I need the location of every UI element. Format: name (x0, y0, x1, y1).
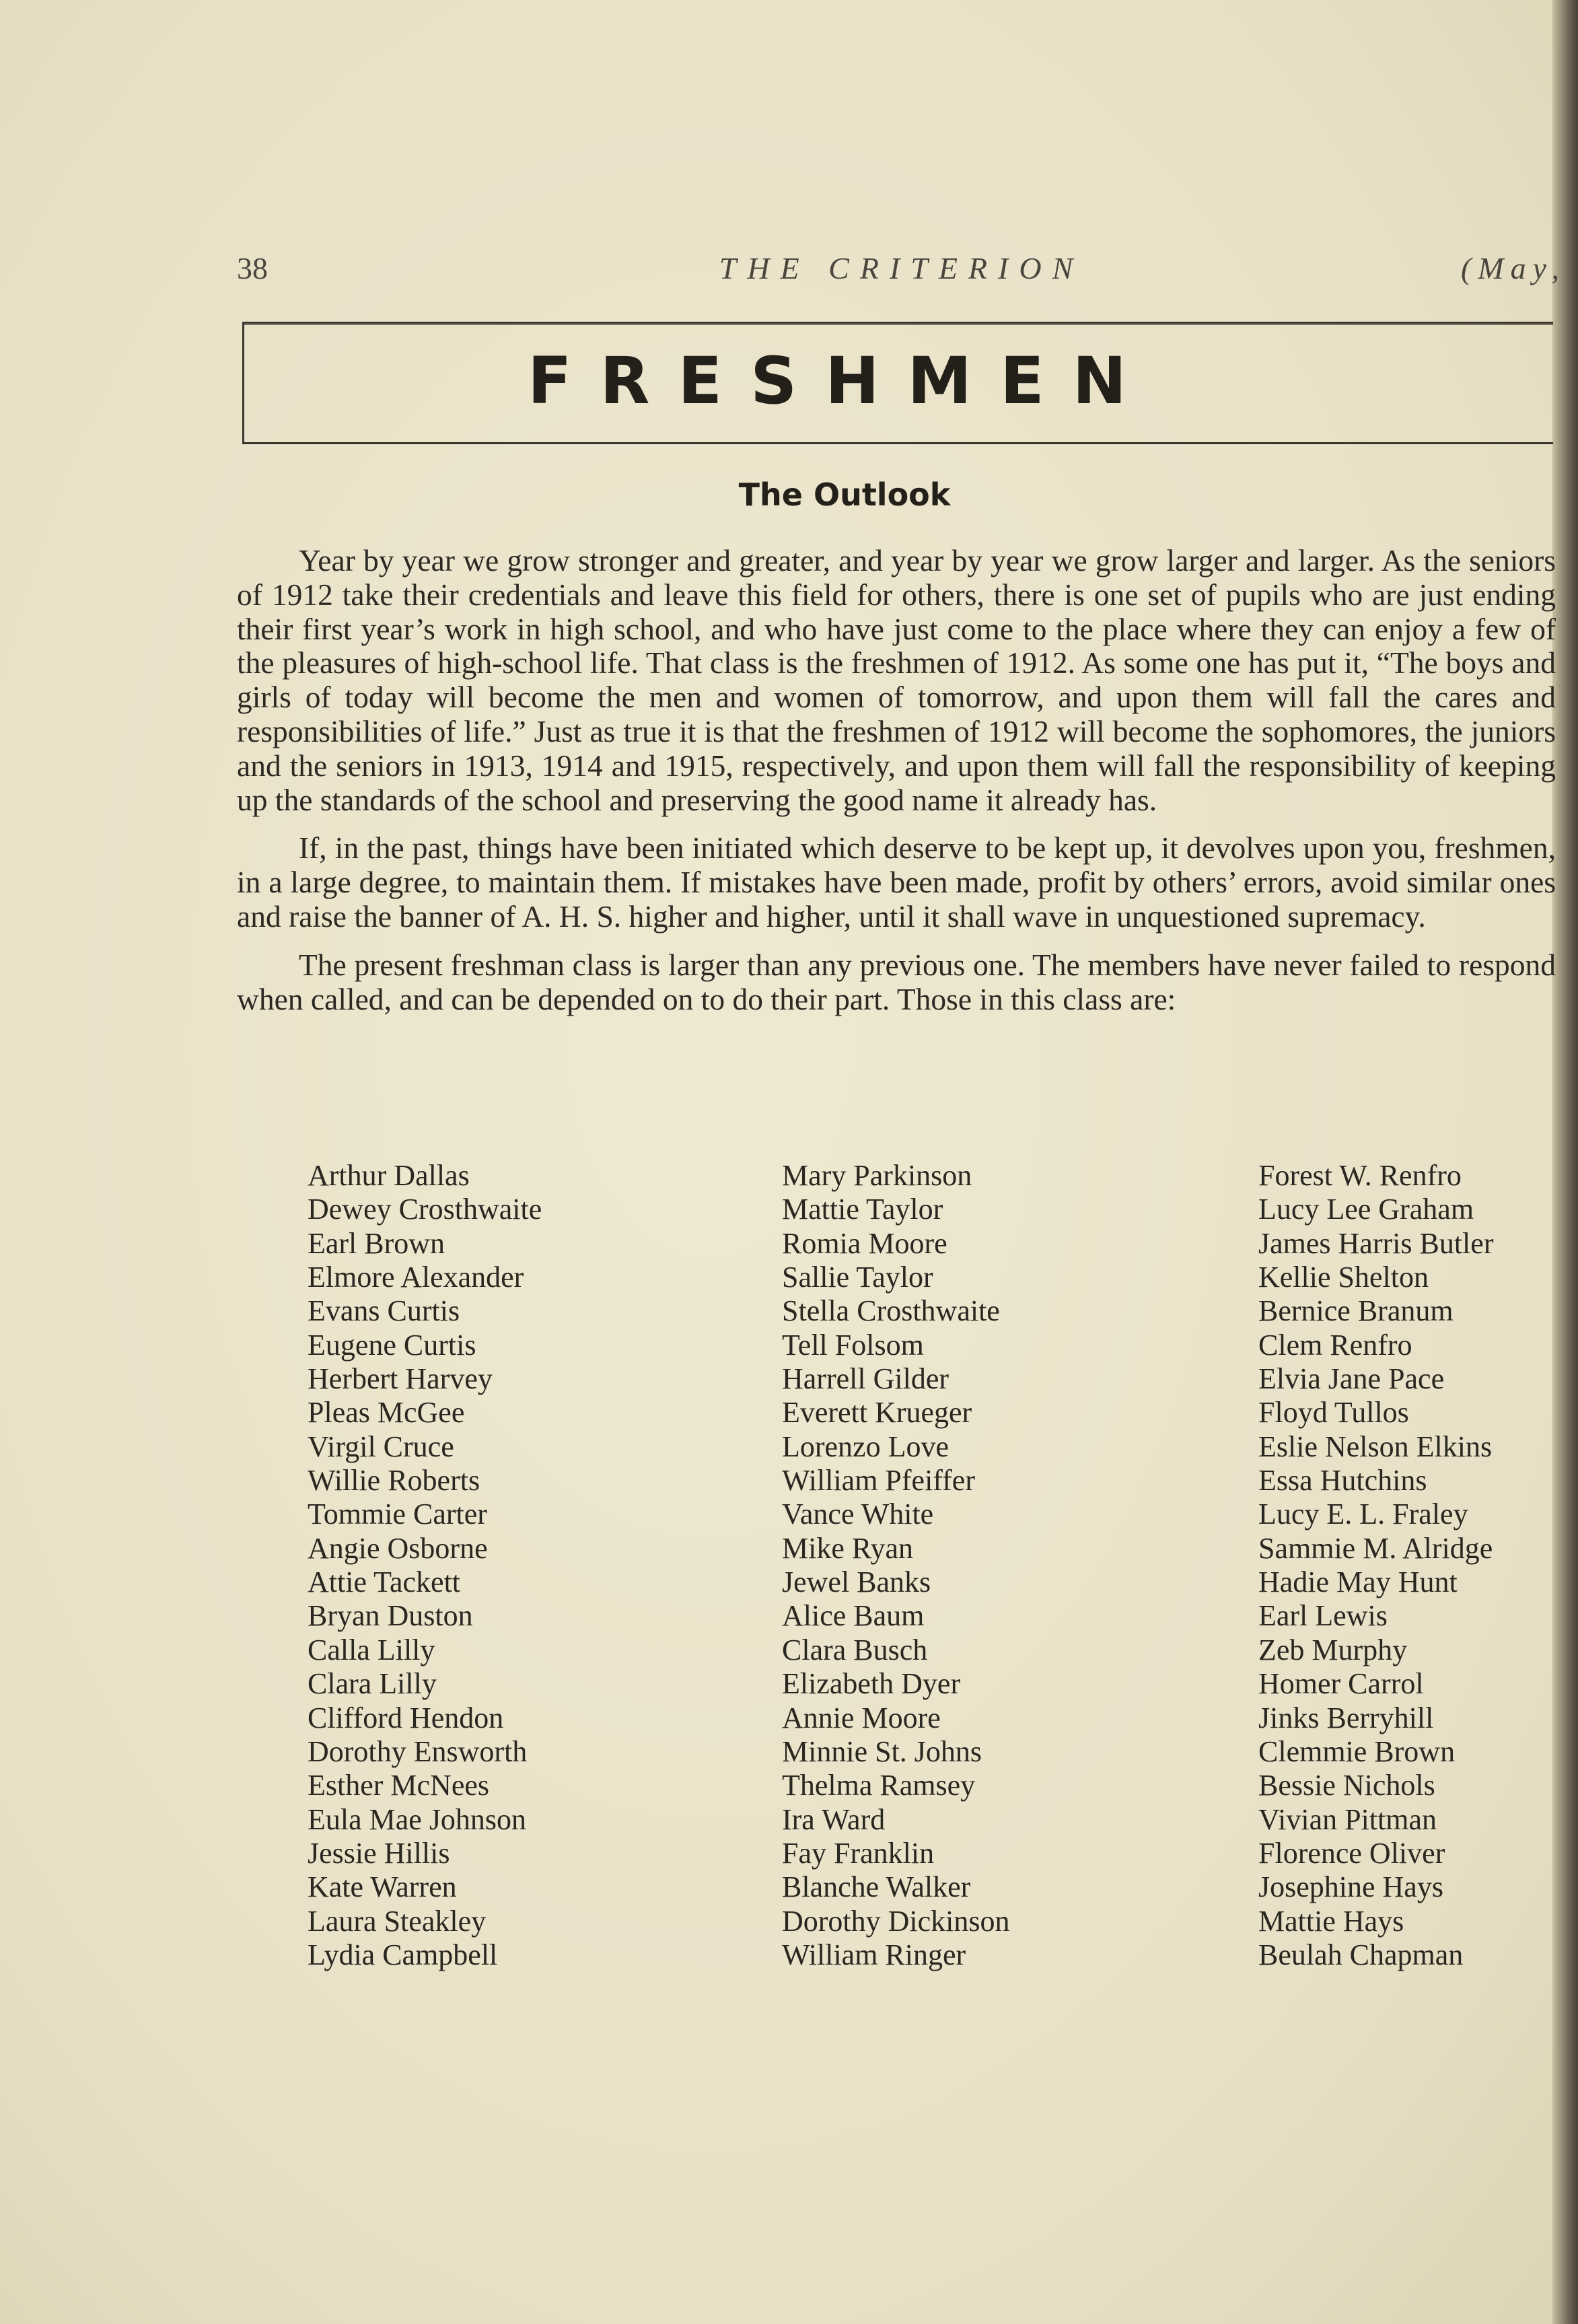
roster-name: Dorothy Dickinson (782, 1904, 1010, 1938)
roster-name: Tommie Carter (308, 1498, 487, 1531)
running-head (237, 250, 1566, 291)
roster-name: Sallie Taylor (782, 1261, 933, 1294)
roster-name: Kellie Shelton (1258, 1261, 1429, 1294)
roster-column-1 (308, 1159, 542, 1972)
article-body (237, 544, 1556, 1030)
roster-name: Sammie M. Alridge (1258, 1531, 1493, 1565)
article-title: The Outlook (738, 477, 951, 513)
roster-name: William Pfeiffer (782, 1464, 975, 1498)
roster-name: Annie Moore (782, 1701, 941, 1734)
roster-name: Arthur Dallas (308, 1159, 470, 1192)
page-number: 38 (237, 251, 268, 285)
roster-name: Beulah Chapman (1258, 1938, 1464, 1971)
roster-name: Thelma Ramsey (782, 1769, 976, 1802)
issue-date: (May, (1460, 251, 1566, 285)
roster-name: Elmore Alexander (308, 1261, 524, 1294)
roster-name: Laura Steakley (308, 1904, 487, 1938)
roster-name: Jewel Banks (782, 1565, 931, 1599)
banner-top-rule (242, 324, 1553, 325)
roster-name: Homer Carrol (1258, 1667, 1424, 1701)
roster-name: Blanche Walker (782, 1870, 971, 1904)
roster-name: Elizabeth Dyer (782, 1667, 961, 1701)
roster-name: Zeb Murphy (1258, 1633, 1408, 1666)
roster-name: Harrell Gilder (782, 1362, 949, 1396)
roster-name: Pleas McGee (308, 1396, 465, 1430)
roster-name: Earl Lewis (1258, 1599, 1388, 1633)
roster-name: Earl Brown (308, 1226, 445, 1260)
roster-name: Virgil Cruce (308, 1430, 454, 1463)
roster-name: Fay Franklin (782, 1836, 935, 1870)
paragraph-1: Year by year we grow stronger and greater, and year by year we grow larger and larger. As the seniors of 1912 take their credentials and leave this field for others, there is one set of pupils who are just ending their first year’s work in high school, and who have just come to the place where they can enjoy a few of the pleasures of high-school life. That class is the freshmen of 1912. As some one has put it, “The boys and girls of today will become the men and women of tomorrow, and upon them will fall the cares and responsibilities of life.” Just as true it is that the freshmen of 1912 will become the sophomores, the juniors and the seniors in 1913, 1914 and 1915, respectively, and upon them will fall the responsibility of keeping up the standards of the school and preserving the good name it already has. (237, 543, 1556, 817)
roster-name: Romia Moore (782, 1226, 947, 1260)
roster-name: Ira Ward (782, 1802, 886, 1836)
roster-name: Vance White (782, 1498, 934, 1531)
roster-name: Kate Warren (308, 1870, 457, 1904)
roster-name: Attie Tackett (308, 1565, 461, 1599)
page-binding-edge (1552, 0, 1578, 2324)
roster-name: William Ringer (782, 1938, 966, 1971)
roster-name: Clifford Hendon (308, 1701, 504, 1734)
roster-name: Esther McNees (308, 1769, 490, 1802)
roster-name: Tell Folsom (782, 1328, 924, 1362)
roster-name: James Harris Butler (1258, 1226, 1494, 1260)
roster-name: Eugene Curtis (308, 1328, 476, 1362)
roster-name: Essa Hutchins (1258, 1464, 1427, 1498)
roster-name: Clem Renfro (1258, 1328, 1412, 1362)
roster-name: Clemmie Brown (1258, 1734, 1456, 1768)
publication-title: THE CRITERION (719, 251, 1084, 285)
roster-name: Mattie Hays (1258, 1904, 1404, 1938)
roster-name: Eslie Nelson Elkins (1258, 1430, 1493, 1463)
roster-name: Clara Lilly (308, 1667, 437, 1701)
roster-name: Mike Ryan (782, 1531, 913, 1565)
roster-name: Clara Busch (782, 1633, 928, 1666)
roster-name: Bessie Nichols (1258, 1769, 1435, 1802)
roster-name: Josephine Hays (1258, 1870, 1443, 1904)
roster-name: Mattie Taylor (782, 1193, 943, 1226)
roster-name: Jinks Berryhill (1258, 1701, 1434, 1734)
roster-name: Floyd Tullos (1258, 1396, 1409, 1430)
paragraph-3: The present freshman class is larger than any previous one. The members have never failed to respond when called, and can be depended on to do their part. Those in this class are: (237, 947, 1556, 1016)
roster-name: Lydia Campbell (308, 1938, 498, 1971)
roster-name: Stella Crosthwaite (782, 1294, 1000, 1328)
roster-name: Dewey Crosthwaite (308, 1193, 542, 1226)
roster-name: Angie Osborne (308, 1531, 488, 1565)
roster-name: Hadie May Hunt (1258, 1565, 1458, 1599)
roster-name: Lorenzo Love (782, 1430, 949, 1463)
roster-name: Bryan Duston (308, 1599, 473, 1633)
roster-name: Willie Roberts (308, 1464, 480, 1498)
roster-name: Lucy Lee Graham (1258, 1193, 1474, 1226)
roster-name: Everett Krueger (782, 1396, 972, 1430)
paragraph-2: If, in the past, things have been initiated which deserve to be kept up, it devolves upon you, freshmen, in a large degree, to maintain them. If mistakes have been made, profit by others’ errors, avoid similar ones and raise the banner of A. H. S. higher and higher, until it shall wave in unquestioned supremacy. (237, 831, 1556, 934)
roster-column-3 (1258, 1159, 1493, 1972)
roster-name: Minnie St. Johns (782, 1734, 982, 1768)
roster-name: Jessie Hillis (308, 1836, 450, 1870)
roster-name: Bernice Branum (1258, 1294, 1454, 1328)
roster-name: Eula Mae Johnson (308, 1802, 527, 1836)
roster-name: Forest W. Renfro (1258, 1159, 1462, 1192)
roster-name: Evans Curtis (308, 1294, 460, 1328)
roster-name: Vivian Pittman (1258, 1802, 1437, 1836)
roster-name: Elvia Jane Pace (1258, 1362, 1445, 1396)
roster-column-2 (782, 1159, 1010, 1972)
roster-name: Calla Lilly (308, 1633, 435, 1666)
roster-name: Mary Parkinson (782, 1159, 972, 1192)
section-title: FRESHMEN (527, 343, 1155, 419)
roster-name: Lucy E. L. Fraley (1258, 1498, 1468, 1531)
roster-name: Florence Oliver (1258, 1836, 1445, 1870)
roster-name: Alice Baum (782, 1599, 925, 1633)
roster-name: Herbert Harvey (308, 1362, 493, 1396)
roster-name: Dorothy Ensworth (308, 1734, 528, 1768)
